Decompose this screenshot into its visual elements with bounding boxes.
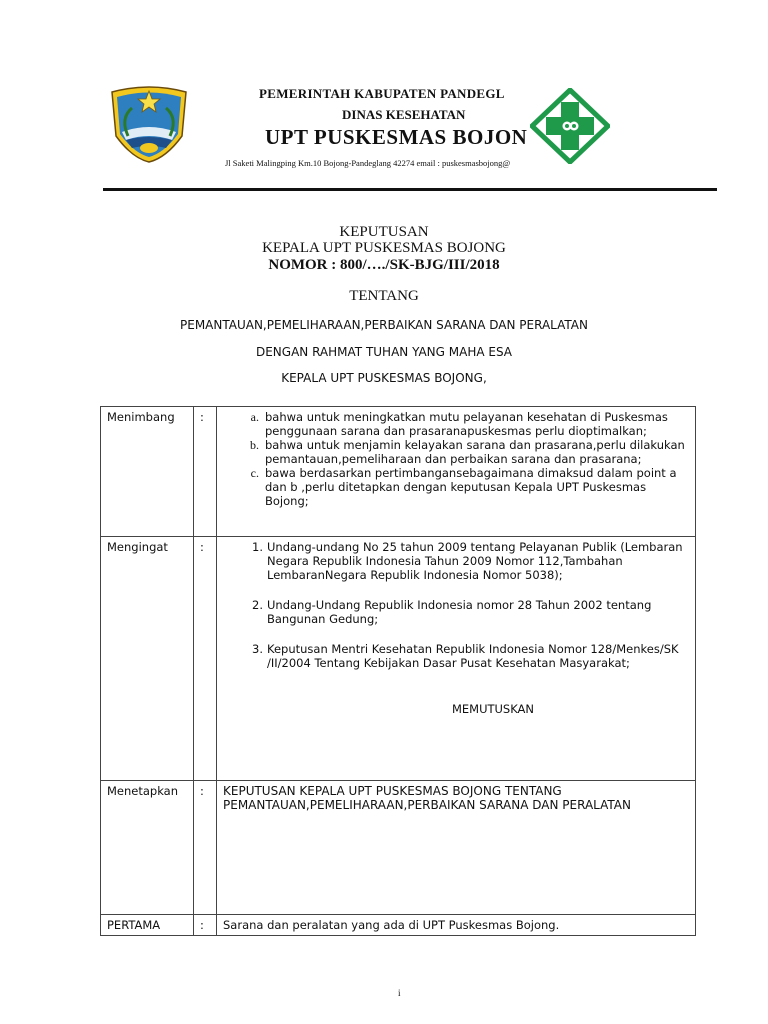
header-address: Jl Saketi Malingping Km.10 Bojong-Pandeglang 42274 email : puskesmasbojong@ (225, 158, 511, 168)
list-item (237, 410, 689, 438)
page-number: i (398, 988, 401, 998)
colon: : (194, 537, 217, 781)
list-marker: a. (250, 410, 259, 424)
decree-issuer: KEPALA UPT PUSKESMAS BOJONG (262, 240, 506, 256)
decree-number: NOMOR : 800/…./SK-BJG/III/2018 (268, 257, 500, 273)
list-text: bahwa untuk meningkatkan mutu pelayanan kesehatan di Puskesmas penggunaan sarana dan prasaranapuskesmas perlu dioptimalkan; (265, 410, 668, 438)
pertama-content: Sarana dan peralatan yang ada di UPT Puskesmas Bojong. (217, 915, 696, 936)
menimbang-content (217, 407, 696, 537)
memutuskan-heading: MEMUTUSKAN (451, 702, 535, 716)
menetapkan-content: KEPUTUSAN KEPALA UPT PUSKESMAS BOJONG TENTANG PEMANTAUAN,PEMELIHARAAN,PERBAIKAN SARANA DAN PERALATAN (217, 781, 696, 915)
list-marker: 1. (252, 540, 263, 554)
issuer-statement: KEPALA UPT PUSKESMAS BOJONG, (281, 371, 487, 385)
header-institution: UPT PUSKESMAS BOJON (265, 125, 528, 149)
menimbang-label: Menimbang (101, 407, 194, 537)
list-item (217, 540, 689, 582)
decree-subject: PEMANTAUAN,PEMELIHARAAN,PERBAIKAN SARANA DAN PERALATAN (180, 318, 588, 332)
list-text: bawa berdasarkan pertimbangansebagaimana dimaksud dalam point a dan b ,perlu ditetapkan dengan keputusan Kepala UPT Puskesmas Bojong; (265, 466, 677, 508)
list-text: Undang-undang No 25 tahun 2009 tentang Pelayanan Publik (Lembaran Negara Republik Indonesia Tahun 2009 Nomor 112,Tambahan LembaranNegara Republik Indonesia Nomor 5038); (267, 540, 683, 582)
menetapkan-row (101, 781, 696, 915)
list-marker: 3. (252, 642, 263, 656)
list-text: bahwa untuk menjamin kelayakan sarana dan prasarana,perlu dilakukan pemantauan,pemeliharaan dan perbaikan sarana dan prasarana; (265, 438, 685, 466)
decree-about: TENTANG (349, 288, 419, 304)
pertama-label: PERTAMA (101, 915, 194, 936)
mengingat-label: Mengingat (101, 537, 194, 781)
mengingat-content (217, 537, 696, 781)
colon: : (194, 915, 217, 936)
list-item (237, 466, 689, 508)
header-divider (103, 188, 717, 191)
mengingat-row (101, 537, 696, 781)
header-department: DINAS KESEHATAN (342, 107, 466, 122)
pertama-row (101, 915, 696, 936)
menetapkan-label: Menetapkan (101, 781, 194, 915)
decree-title: KEPUTUSAN (339, 224, 429, 240)
list-item (237, 438, 689, 466)
header-government: PEMERINTAH KABUPATEN PANDEGL (259, 86, 505, 101)
kabupaten-emblem-logo (106, 84, 192, 164)
list-text: Undang-Undang Republik Indonesia nomor 28 Tahun 2002 tentang Bangunan Gedung; (267, 598, 652, 626)
list-marker: 2. (252, 598, 263, 612)
colon: : (194, 407, 217, 537)
menimbang-row (101, 407, 696, 537)
decree-table (100, 406, 696, 936)
puskesmas-cross-logo (530, 88, 610, 164)
list-marker: c. (250, 466, 259, 480)
list-text: Keputusan Mentri Kesehatan Republik Indonesia Nomor 128/Menkes/SK /II/2004 Tentang Kebijakan Dasar Pusat Kesehatan Masyarakat; (267, 642, 679, 670)
list-item (217, 642, 689, 670)
colon: : (194, 781, 217, 915)
invocation: DENGAN RAHMAT TUHAN YANG MAHA ESA (255, 345, 513, 359)
list-marker: b. (250, 438, 259, 452)
list-item (217, 598, 689, 626)
